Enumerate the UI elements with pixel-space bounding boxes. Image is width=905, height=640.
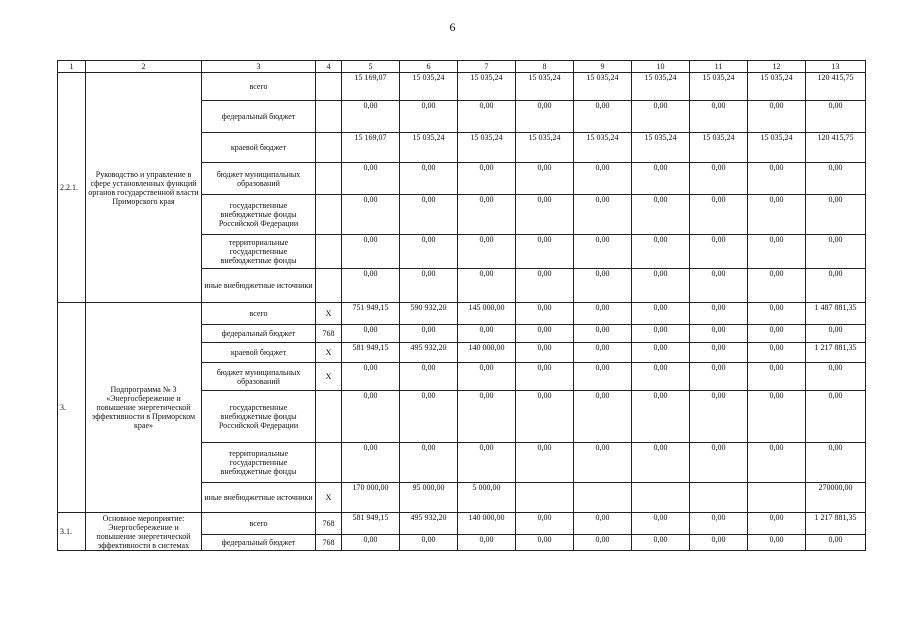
amount-cell: 0,00 bbox=[632, 535, 690, 551]
amount-cell: 0,00 bbox=[458, 443, 516, 483]
amount-cell: 495 932,20 bbox=[400, 343, 458, 363]
budget-code bbox=[316, 73, 342, 101]
amount-cell: 0,00 bbox=[690, 303, 748, 325]
amount-cell: 15 035,24 bbox=[516, 133, 574, 163]
amount-cell: 0,00 bbox=[806, 163, 866, 195]
amount-cell: 5 000,00 bbox=[458, 483, 516, 513]
amount-cell: 0,00 bbox=[458, 325, 516, 343]
table-row bbox=[58, 73, 866, 101]
amount-cell: 1 217 881,35 bbox=[806, 343, 866, 363]
amount-cell: 0,00 bbox=[400, 235, 458, 269]
column-number: 12 bbox=[748, 61, 806, 73]
amount-cell: 0,00 bbox=[342, 101, 400, 133]
amount-cell: 15 035,24 bbox=[458, 133, 516, 163]
amount-cell: 0,00 bbox=[690, 443, 748, 483]
amount-cell: 0,00 bbox=[400, 163, 458, 195]
funding-source: государственные внебюджетные фонды Российской Федерации bbox=[202, 391, 316, 443]
funding-source: всего bbox=[202, 303, 316, 325]
funding-source: государственные внебюджетные фонды Российской Федерации bbox=[202, 195, 316, 235]
amount-cell: 0,00 bbox=[574, 195, 632, 235]
funding-source: бюджет муниципальных образований bbox=[202, 163, 316, 195]
amount-cell: 581 949,15 bbox=[342, 513, 400, 535]
amount-cell: 0,00 bbox=[574, 303, 632, 325]
amount-cell: 0,00 bbox=[632, 303, 690, 325]
column-number: 4 bbox=[316, 61, 342, 73]
budget-code bbox=[316, 235, 342, 269]
section-name: Основное мероприятие: Энергосбережение и повышение энергетической эффективности в системах bbox=[86, 513, 202, 551]
amount-cell: 0,00 bbox=[690, 235, 748, 269]
amount-cell bbox=[574, 483, 632, 513]
column-number: 9 bbox=[574, 61, 632, 73]
budget-code bbox=[316, 101, 342, 133]
amount-cell: 0,00 bbox=[342, 163, 400, 195]
column-number: 1 bbox=[58, 61, 86, 73]
amount-cell: 0,00 bbox=[632, 163, 690, 195]
amount-cell: 0,00 bbox=[690, 343, 748, 363]
budget-code bbox=[316, 163, 342, 195]
amount-cell: 0,00 bbox=[748, 269, 806, 303]
funding-source: всего bbox=[202, 513, 316, 535]
amount-cell: 15 035,24 bbox=[690, 73, 748, 101]
amount-cell: 0,00 bbox=[632, 269, 690, 303]
amount-cell: 0,00 bbox=[516, 343, 574, 363]
budget-code bbox=[316, 269, 342, 303]
amount-cell: 0,00 bbox=[516, 443, 574, 483]
amount-cell bbox=[632, 483, 690, 513]
amount-cell: 0,00 bbox=[690, 513, 748, 535]
amount-cell: 0,00 bbox=[516, 391, 574, 443]
amount-cell: 0,00 bbox=[748, 195, 806, 235]
amount-cell: 15 035,24 bbox=[516, 73, 574, 101]
amount-cell: 140 000,00 bbox=[458, 513, 516, 535]
amount-cell: 15 035,24 bbox=[748, 73, 806, 101]
funding-source: иные внебюджетные источники bbox=[202, 483, 316, 513]
column-number: 5 bbox=[342, 61, 400, 73]
funding-source: всего bbox=[202, 73, 316, 101]
budget-code: X bbox=[316, 343, 342, 363]
amount-cell: 0,00 bbox=[632, 391, 690, 443]
amount-cell bbox=[690, 483, 748, 513]
column-number: 3 bbox=[202, 61, 316, 73]
amount-cell: 15 035,24 bbox=[690, 133, 748, 163]
budget-table bbox=[57, 60, 866, 551]
amount-cell: 495 932,20 bbox=[400, 513, 458, 535]
amount-cell: 0,00 bbox=[690, 101, 748, 133]
amount-cell: 0,00 bbox=[458, 235, 516, 269]
amount-cell: 0,00 bbox=[400, 443, 458, 483]
amount-cell: 120 415,75 bbox=[806, 73, 866, 101]
amount-cell: 0,00 bbox=[690, 325, 748, 343]
amount-cell: 0,00 bbox=[574, 235, 632, 269]
amount-cell: 0,00 bbox=[806, 235, 866, 269]
amount-cell: 170 000,00 bbox=[342, 483, 400, 513]
amount-cell: 0,00 bbox=[400, 269, 458, 303]
budget-code: X bbox=[316, 363, 342, 391]
amount-cell: 0,00 bbox=[632, 235, 690, 269]
amount-cell: 0,00 bbox=[690, 391, 748, 443]
column-number: 7 bbox=[458, 61, 516, 73]
amount-cell: 0,00 bbox=[748, 443, 806, 483]
amount-cell: 0,00 bbox=[806, 195, 866, 235]
amount-cell: 0,00 bbox=[690, 363, 748, 391]
amount-cell: 0,00 bbox=[632, 101, 690, 133]
amount-cell: 0,00 bbox=[400, 101, 458, 133]
section-id: 3.1. bbox=[58, 513, 86, 551]
amount-cell: 0,00 bbox=[690, 195, 748, 235]
amount-cell: 0,00 bbox=[574, 269, 632, 303]
budget-code: 768 bbox=[316, 325, 342, 343]
amount-cell: 0,00 bbox=[632, 325, 690, 343]
column-number: 8 bbox=[516, 61, 574, 73]
amount-cell: 0,00 bbox=[458, 363, 516, 391]
budget-code bbox=[316, 391, 342, 443]
amount-cell: 0,00 bbox=[574, 391, 632, 443]
amount-cell: 0,00 bbox=[458, 269, 516, 303]
amount-cell: 145 000,00 bbox=[458, 303, 516, 325]
budget-code: X bbox=[316, 303, 342, 325]
amount-cell: 0,00 bbox=[342, 235, 400, 269]
amount-cell: 0,00 bbox=[400, 363, 458, 391]
amount-cell: 581 949,15 bbox=[342, 343, 400, 363]
table-row bbox=[58, 513, 866, 535]
column-number-row bbox=[58, 61, 866, 73]
amount-cell: 140 000,00 bbox=[458, 343, 516, 363]
amount-cell: 0,00 bbox=[342, 391, 400, 443]
amount-cell: 0,00 bbox=[748, 513, 806, 535]
amount-cell: 0,00 bbox=[748, 391, 806, 443]
amount-cell: 0,00 bbox=[806, 269, 866, 303]
column-number: 13 bbox=[806, 61, 866, 73]
amount-cell: 0,00 bbox=[458, 101, 516, 133]
amount-cell: 0,00 bbox=[342, 269, 400, 303]
amount-cell: 0,00 bbox=[632, 363, 690, 391]
amount-cell: 0,00 bbox=[458, 535, 516, 551]
page-number: 6 bbox=[449, 20, 456, 34]
amount-cell: 0,00 bbox=[516, 101, 574, 133]
section-id: 3. bbox=[58, 303, 86, 513]
amount-cell: 0,00 bbox=[748, 235, 806, 269]
funding-source: краевой бюджет bbox=[202, 343, 316, 363]
funding-source: краевой бюджет bbox=[202, 133, 316, 163]
amount-cell: 0,00 bbox=[632, 195, 690, 235]
amount-cell: 0,00 bbox=[516, 163, 574, 195]
funding-source: федеральный бюджет bbox=[202, 325, 316, 343]
amount-cell: 590 932,20 bbox=[400, 303, 458, 325]
table-row bbox=[58, 303, 866, 325]
amount-cell: 0,00 bbox=[574, 163, 632, 195]
amount-cell: 15 035,24 bbox=[632, 73, 690, 101]
section-id: 2.2.1. bbox=[58, 73, 86, 303]
amount-cell: 0,00 bbox=[574, 513, 632, 535]
budget-code: 768 bbox=[316, 513, 342, 535]
amount-cell: 0,00 bbox=[342, 535, 400, 551]
amount-cell: 0,00 bbox=[516, 195, 574, 235]
amount-cell: 0,00 bbox=[400, 535, 458, 551]
amount-cell: 15 035,24 bbox=[400, 133, 458, 163]
amount-cell: 15 035,24 bbox=[574, 73, 632, 101]
amount-cell: 0,00 bbox=[806, 443, 866, 483]
amount-cell: 0,00 bbox=[806, 325, 866, 343]
amount-cell: 0,00 bbox=[516, 535, 574, 551]
amount-cell: 0,00 bbox=[516, 235, 574, 269]
budget-code bbox=[316, 195, 342, 235]
amount-cell: 0,00 bbox=[342, 363, 400, 391]
amount-cell: 0,00 bbox=[748, 535, 806, 551]
amount-cell: 1 487 881,35 bbox=[806, 303, 866, 325]
amount-cell: 0,00 bbox=[458, 163, 516, 195]
amount-cell: 120 415,75 bbox=[806, 133, 866, 163]
amount-cell bbox=[516, 483, 574, 513]
amount-cell: 0,00 bbox=[690, 163, 748, 195]
amount-cell: 0,00 bbox=[574, 535, 632, 551]
amount-cell: 0,00 bbox=[690, 269, 748, 303]
amount-cell: 0,00 bbox=[632, 513, 690, 535]
amount-cell: 0,00 bbox=[748, 303, 806, 325]
amount-cell: 0,00 bbox=[516, 303, 574, 325]
amount-cell: 0,00 bbox=[632, 343, 690, 363]
amount-cell: 0,00 bbox=[342, 195, 400, 235]
amount-cell: 0,00 bbox=[748, 325, 806, 343]
budget-table-body bbox=[58, 61, 866, 551]
amount-cell: 15 035,24 bbox=[400, 73, 458, 101]
amount-cell: 0,00 bbox=[516, 363, 574, 391]
amount-cell: 15 169,07 bbox=[342, 73, 400, 101]
amount-cell: 1 217 881,35 bbox=[806, 513, 866, 535]
funding-source: бюджет муниципальных образований bbox=[202, 363, 316, 391]
budget-code: X bbox=[316, 483, 342, 513]
column-number: 2 bbox=[86, 61, 202, 73]
amount-cell: 0,00 bbox=[748, 343, 806, 363]
amount-cell: 0,00 bbox=[574, 343, 632, 363]
amount-cell: 0,00 bbox=[574, 325, 632, 343]
amount-cell: 95 000,00 bbox=[400, 483, 458, 513]
amount-cell: 0,00 bbox=[748, 101, 806, 133]
amount-cell: 0,00 bbox=[342, 325, 400, 343]
amount-cell bbox=[748, 483, 806, 513]
budget-code bbox=[316, 133, 342, 163]
amount-cell: 0,00 bbox=[516, 513, 574, 535]
amount-cell: 0,00 bbox=[806, 535, 866, 551]
amount-cell: 0,00 bbox=[574, 101, 632, 133]
funding-source: территориальные государственные внебюджетные фонды bbox=[202, 235, 316, 269]
amount-cell: 0,00 bbox=[458, 391, 516, 443]
amount-cell: 751 949,15 bbox=[342, 303, 400, 325]
amount-cell: 0,00 bbox=[342, 443, 400, 483]
amount-cell: 0,00 bbox=[458, 195, 516, 235]
amount-cell: 0,00 bbox=[574, 443, 632, 483]
section-name: Руководство и управление в сфере установленных функций органов государственной власти Приморского края bbox=[86, 73, 202, 303]
funding-source: иные внебюджетные источники bbox=[202, 269, 316, 303]
amount-cell: 15 035,24 bbox=[632, 133, 690, 163]
amount-cell: 0,00 bbox=[400, 325, 458, 343]
section-name: Подпрограмма № 3 «Энергосбережение и повышение энергетической эффективности в Приморском крае» bbox=[86, 303, 202, 513]
amount-cell: 0,00 bbox=[748, 163, 806, 195]
funding-source: федеральный бюджет bbox=[202, 535, 316, 551]
budget-code: 768 bbox=[316, 535, 342, 551]
amount-cell: 0,00 bbox=[806, 363, 866, 391]
amount-cell: 0,00 bbox=[516, 325, 574, 343]
amount-cell: 0,00 bbox=[806, 391, 866, 443]
funding-source: федеральный бюджет bbox=[202, 101, 316, 133]
amount-cell: 0,00 bbox=[806, 101, 866, 133]
amount-cell: 0,00 bbox=[690, 535, 748, 551]
amount-cell: 15 035,24 bbox=[574, 133, 632, 163]
column-number: 6 bbox=[400, 61, 458, 73]
funding-source: территориальные государственные внебюджетные фонды bbox=[202, 443, 316, 483]
amount-cell: 0,00 bbox=[400, 195, 458, 235]
column-number: 10 bbox=[632, 61, 690, 73]
amount-cell: 15 035,24 bbox=[458, 73, 516, 101]
amount-cell: 0,00 bbox=[748, 363, 806, 391]
budget-code bbox=[316, 443, 342, 483]
amount-cell: 0,00 bbox=[516, 269, 574, 303]
amount-cell: 0,00 bbox=[574, 363, 632, 391]
amount-cell: 15 035,24 bbox=[748, 133, 806, 163]
amount-cell: 270000,00 bbox=[806, 483, 866, 513]
amount-cell: 0,00 bbox=[632, 443, 690, 483]
amount-cell: 15 169,07 bbox=[342, 133, 400, 163]
amount-cell: 0,00 bbox=[400, 391, 458, 443]
column-number: 11 bbox=[690, 61, 748, 73]
